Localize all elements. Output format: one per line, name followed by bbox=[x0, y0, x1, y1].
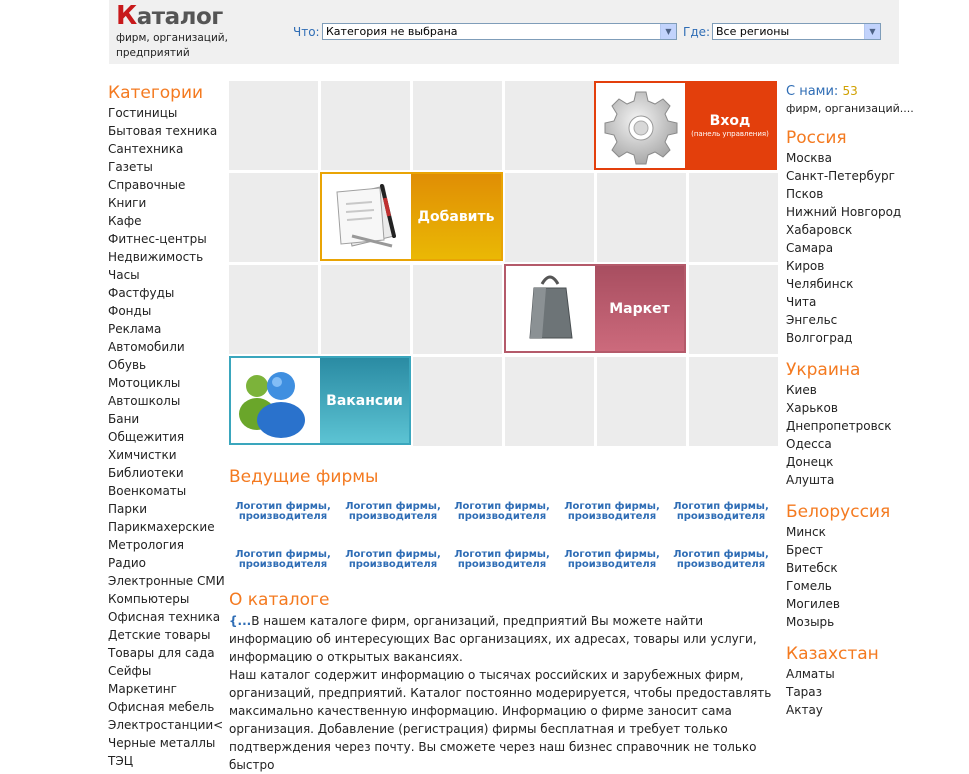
grid-cell bbox=[229, 173, 318, 262]
gear-icon bbox=[596, 83, 685, 168]
category-link[interactable]: Радио bbox=[108, 556, 147, 570]
about-paragraph-2: Наш каталог содержит информацию о тысячах российских и зарубежных фирм, организаций, предприятий. Каталог постоянно модерируется, чтобы предоставлять максимально качественную информацию. Информацию о фирме заносит сама организация. Добавление (регистрация) фирмы бесплатная и требует только подтверждения через почту. Вы сможете через наш бизнес справочник не только быстро bbox=[229, 668, 772, 772]
category-link[interactable]: Черные металлы bbox=[108, 736, 216, 750]
city-link[interactable]: Чита bbox=[786, 295, 817, 309]
grid-cell bbox=[597, 357, 686, 446]
city-link[interactable]: Волгоград bbox=[786, 331, 853, 345]
city-link[interactable]: Могилев bbox=[786, 597, 840, 611]
grid-cell bbox=[413, 357, 502, 446]
categories-list bbox=[108, 104, 223, 770]
region-select[interactable] bbox=[712, 23, 881, 40]
chevron-down-icon[interactable]: ▼ bbox=[660, 24, 676, 39]
category-link[interactable]: Сантехника bbox=[108, 142, 184, 156]
city-link[interactable]: Брест bbox=[786, 543, 823, 557]
region-title[interactable]: Украина bbox=[786, 360, 861, 380]
category-select[interactable] bbox=[322, 23, 677, 40]
category-link[interactable]: Химчистки bbox=[108, 448, 177, 462]
city-link[interactable]: Одесса bbox=[786, 437, 832, 451]
grid-cell bbox=[229, 265, 318, 354]
city-link[interactable]: Донецк bbox=[786, 455, 834, 469]
city-link[interactable]: Энгельс bbox=[786, 313, 838, 327]
grid-cell bbox=[597, 173, 686, 262]
jobs-tile[interactable] bbox=[229, 356, 411, 445]
header bbox=[109, 0, 899, 64]
category-link[interactable]: Автомобили bbox=[108, 340, 185, 354]
category-link[interactable]: Мотоциклы bbox=[108, 376, 181, 390]
grid-cell bbox=[689, 357, 778, 446]
chevron-down-icon[interactable]: ▼ bbox=[864, 24, 880, 39]
city-link[interactable]: Хабаровск bbox=[786, 223, 853, 237]
firm-count-value: 53 bbox=[842, 84, 858, 98]
users-icon bbox=[231, 358, 320, 443]
category-link[interactable]: Часы bbox=[108, 268, 140, 282]
city-link[interactable]: Челябинск bbox=[786, 277, 854, 291]
firm-logo[interactable]: Логотип фирмы, производителя bbox=[235, 549, 331, 570]
firm-logo[interactable]: Логотип фирмы, производителя bbox=[235, 501, 331, 522]
category-link[interactable]: Детские товары bbox=[108, 628, 211, 642]
category-link[interactable]: Электростанции< bbox=[108, 718, 224, 732]
grid-cell bbox=[505, 81, 594, 170]
city-link[interactable]: Днепропетровск bbox=[786, 419, 892, 433]
jobs-label: Вакансии bbox=[320, 358, 409, 443]
firm-logo[interactable]: Логотип фирмы, производителя bbox=[345, 549, 441, 570]
category-link[interactable]: Метрология bbox=[108, 538, 185, 552]
city-link[interactable]: Москва bbox=[786, 151, 832, 165]
grid-cell bbox=[505, 173, 594, 262]
add-label: Добавить bbox=[417, 208, 495, 225]
logo-subtitle: фирм, организаций, предприятий bbox=[116, 32, 228, 59]
where-label: Где: bbox=[683, 25, 711, 39]
category-select-value: Категория не выбрана bbox=[326, 25, 458, 38]
category-link[interactable]: Парки bbox=[108, 502, 148, 516]
grid-cell bbox=[413, 265, 502, 354]
category-link[interactable]: Библиотеки bbox=[108, 466, 184, 480]
category-link[interactable]: Парикмахерские bbox=[108, 520, 215, 534]
category-link[interactable]: Реклама bbox=[108, 322, 162, 336]
site-logo[interactable] bbox=[116, 2, 236, 61]
region-block bbox=[786, 359, 916, 489]
city-list bbox=[786, 149, 916, 347]
tile-grid bbox=[229, 81, 777, 447]
region-title[interactable]: Казахстан bbox=[786, 644, 879, 664]
city-list bbox=[786, 381, 916, 489]
category-link[interactable]: Товары для сада bbox=[108, 646, 215, 660]
what-label: Что: bbox=[293, 25, 320, 39]
region-block bbox=[786, 501, 916, 631]
regions-panel bbox=[786, 82, 916, 731]
city-list bbox=[786, 665, 916, 719]
firm-logo[interactable]: Логотип фирмы, производителя bbox=[454, 549, 550, 570]
categories-title: Категории bbox=[108, 83, 204, 103]
city-link[interactable]: Харьков bbox=[786, 401, 838, 415]
city-link[interactable]: Мозырь bbox=[786, 615, 835, 629]
category-link[interactable]: Недвижимость bbox=[108, 250, 204, 264]
category-link[interactable]: Справочные bbox=[108, 178, 186, 192]
market-tile[interactable] bbox=[504, 264, 686, 353]
market-label: Маркет bbox=[595, 266, 684, 351]
category-link[interactable]: Автошколы bbox=[108, 394, 181, 408]
city-link[interactable]: Гомель bbox=[786, 579, 832, 593]
city-link[interactable]: Псков bbox=[786, 187, 824, 201]
category-link[interactable]: Книги bbox=[108, 196, 147, 210]
category-link[interactable]: Бытовая техника bbox=[108, 124, 218, 138]
category-link[interactable]: Гостиницы bbox=[108, 106, 178, 120]
category-link[interactable]: Обувь bbox=[108, 358, 147, 372]
city-link[interactable]: Санкт-Петербург bbox=[786, 169, 895, 183]
firm-logo[interactable]: Логотип фирмы, производителя bbox=[564, 549, 660, 570]
shopping-bag-icon bbox=[506, 266, 595, 351]
city-link[interactable]: Нижний Новгород bbox=[786, 205, 902, 219]
login-tile[interactable] bbox=[594, 81, 777, 170]
firm-logo[interactable]: Логотип фирмы, производителя bbox=[564, 501, 660, 522]
firm-logo[interactable]: Логотип фирмы, производителя bbox=[345, 501, 441, 522]
grid-cell bbox=[229, 81, 318, 170]
login-label: Вход (панель управления) bbox=[691, 113, 769, 138]
city-link[interactable]: Алушта bbox=[786, 473, 835, 487]
grid-cell bbox=[689, 173, 778, 262]
regions-list bbox=[786, 127, 916, 719]
category-link[interactable]: Офисная техника bbox=[108, 610, 221, 624]
categories-panel bbox=[108, 82, 223, 770]
firm-logo[interactable]: Логотип фирмы, производителя bbox=[454, 501, 550, 522]
document-pen-icon bbox=[322, 174, 411, 259]
logo-title: Каталог bbox=[116, 1, 223, 31]
category-link[interactable]: Фонды bbox=[108, 304, 152, 318]
region-block bbox=[786, 127, 916, 347]
category-link[interactable]: Офисная мебель bbox=[108, 700, 215, 714]
grid-cell bbox=[505, 357, 594, 446]
city-link[interactable]: Актау bbox=[786, 703, 823, 717]
city-list bbox=[786, 523, 916, 631]
category-link[interactable]: Военкоматы bbox=[108, 484, 187, 498]
grid-cell bbox=[689, 265, 778, 354]
city-link[interactable]: Киров bbox=[786, 259, 825, 273]
category-link[interactable]: Общежития bbox=[108, 430, 185, 444]
grid-cell bbox=[321, 265, 410, 354]
about-paragraph-1: В нашем каталоге фирм, организаций, предприятий Вы можете найти информацию об интересующих Вас организациях, их адресах, товары или услуги, информацию о открытых вакансиях. bbox=[229, 614, 757, 664]
firm-logo[interactable]: Логотип фирмы, производителя bbox=[673, 501, 769, 522]
category-link[interactable]: ТЭЦ bbox=[108, 754, 134, 768]
city-link[interactable]: Самара bbox=[786, 241, 834, 255]
region-title[interactable]: Белоруссия bbox=[786, 502, 891, 522]
city-link[interactable]: Киев bbox=[786, 383, 817, 397]
region-block bbox=[786, 643, 916, 719]
category-link[interactable]: Фитнес-центры bbox=[108, 232, 207, 246]
category-link[interactable]: Маркетинг bbox=[108, 682, 177, 696]
leading-firms-title: Ведущие фирмы bbox=[229, 467, 379, 487]
city-link[interactable]: Витебск bbox=[786, 561, 838, 575]
category-link[interactable]: Газеты bbox=[108, 160, 153, 174]
city-link[interactable]: Минск bbox=[786, 525, 826, 539]
grid-cell bbox=[413, 81, 502, 170]
about-brace: {... bbox=[229, 614, 252, 628]
firm-count: С нами: 53 bbox=[786, 84, 858, 99]
category-link[interactable]: Электронные СМИ bbox=[108, 574, 225, 588]
about-title: О каталоге bbox=[229, 590, 330, 610]
firm-logo[interactable]: Логотип фирмы, производителя bbox=[673, 549, 769, 570]
region-select-value: Все регионы bbox=[716, 25, 790, 38]
firm-count-subtitle: фирм, организаций.... bbox=[786, 102, 914, 115]
grid-cell bbox=[321, 81, 410, 170]
region-title[interactable]: Россия bbox=[786, 128, 847, 148]
add-tile[interactable] bbox=[320, 172, 503, 261]
category-link[interactable]: Кафе bbox=[108, 214, 142, 228]
category-link[interactable]: Сейфы bbox=[108, 664, 152, 678]
category-link[interactable]: Компьютеры bbox=[108, 592, 190, 606]
category-link[interactable]: Фастфуды bbox=[108, 286, 175, 300]
category-link[interactable]: Бани bbox=[108, 412, 140, 426]
city-link[interactable]: Алматы bbox=[786, 667, 835, 681]
city-link[interactable]: Тараз bbox=[786, 685, 823, 699]
about-text bbox=[229, 612, 777, 774]
